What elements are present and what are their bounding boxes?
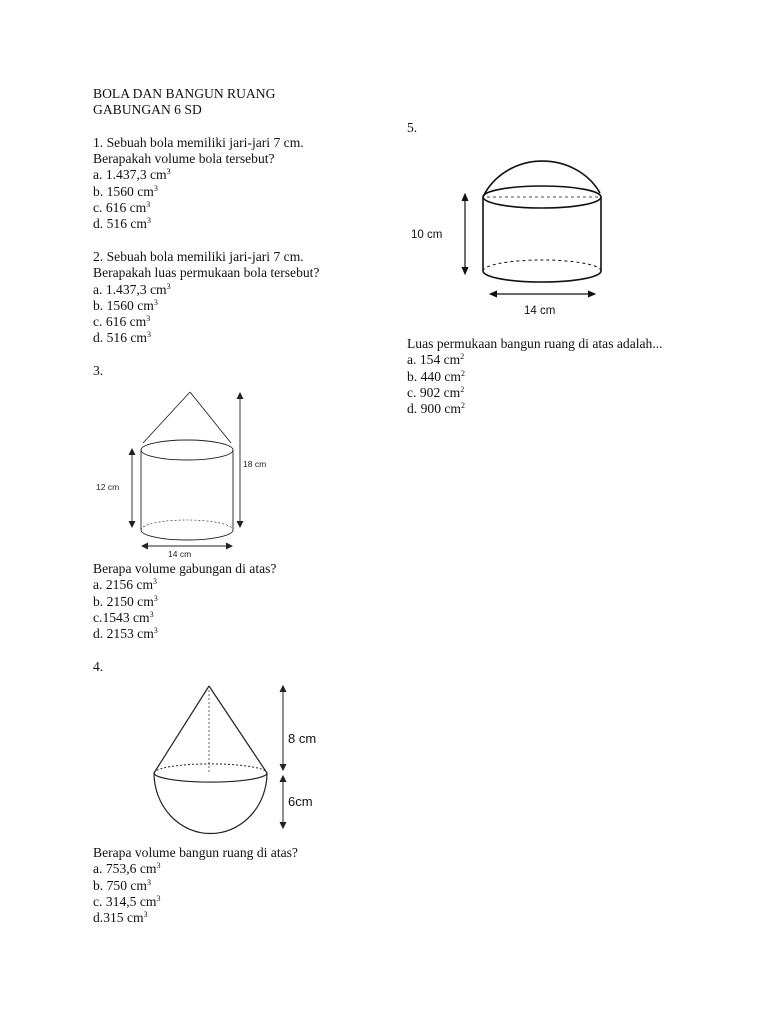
option-c: c.1543 $cm^3$ bbox=[93, 609, 154, 625]
option-d: d.315 $cm^3$ bbox=[93, 910, 148, 926]
question-5 bbox=[407, 336, 663, 417]
question-text: Berapakah luas permukaan bola tersebut? bbox=[93, 265, 320, 281]
option-d: d. 900 $cm^2$ bbox=[407, 401, 465, 417]
question-prompt: Berapa volume bangun ruang di atas? bbox=[93, 845, 298, 860]
option-d: d. 2153 $cm^3$ bbox=[93, 626, 158, 642]
question-prompt: Berapa volume gabungan di atas? bbox=[93, 561, 277, 576]
label-14cm: 14 cm bbox=[524, 305, 556, 317]
option-c: c. 616 $cm^3$ bbox=[93, 314, 151, 330]
question-text: Berapakah volume bola tersebut? bbox=[93, 151, 275, 167]
question-5-number: 5. bbox=[407, 120, 418, 135]
option-a: a. 1.437,3 $cm^3$ bbox=[93, 281, 171, 297]
question-text: Sebuah bola memiliki jari-jari 7 cm. bbox=[106, 248, 304, 264]
question-3 bbox=[93, 561, 276, 675]
question-1 bbox=[93, 135, 319, 233]
question-2 bbox=[93, 249, 319, 347]
label-8cm: 8 cm bbox=[288, 731, 317, 746]
option-b: b. 750 $cm^3$ bbox=[93, 877, 151, 893]
option-a: a. 2156 $cm^3$ bbox=[93, 577, 158, 593]
left-column bbox=[93, 86, 319, 379]
option-b: b. 2150 $cm^3$ bbox=[93, 593, 158, 609]
option-a: a. 753,6 $cm^3$ bbox=[93, 861, 161, 877]
question-text: Sebuah bola memiliki jari-jari 7 cm. bbox=[106, 134, 304, 150]
question-prompt: Luas permukaan bangun ruang di atas adalah... bbox=[407, 336, 663, 351]
option-c: c. 314,5 $cm^3$ bbox=[93, 893, 161, 909]
option-c: c. 902 $cm^2$ bbox=[407, 384, 465, 400]
option-a: a. 154 $cm^2$ bbox=[407, 352, 465, 368]
option-d: d. 516 $cm^3$ bbox=[93, 216, 152, 232]
question-4 bbox=[93, 845, 298, 926]
label-10cm: 10 cm bbox=[411, 229, 443, 241]
question-3-number: 3. bbox=[93, 363, 104, 379]
label-18cm: 18 cm bbox=[243, 459, 267, 469]
document-title-line-2: GABUNGAN 6 SD bbox=[93, 102, 202, 118]
option-a: a. 1.437,3 $cm^3$ bbox=[93, 167, 171, 183]
label-14cm: 14 cm bbox=[168, 549, 192, 559]
question-number: 2. bbox=[93, 248, 104, 264]
cylinder-cone-figure bbox=[90, 385, 290, 560]
document-title-line-1: BOLA DAN BANGUN RUANG bbox=[93, 86, 276, 101]
option-c: c. 616 $cm^3$ bbox=[93, 200, 151, 216]
question-number: 1. bbox=[93, 134, 104, 150]
question-4-number: 4. bbox=[93, 658, 104, 674]
cone-hemisphere-figure bbox=[95, 678, 330, 840]
option-b: b. 1560 $cm^3$ bbox=[93, 183, 158, 199]
label-12cm: 12 cm bbox=[96, 482, 120, 492]
option-b: b. 1560 $cm^3$ bbox=[93, 297, 158, 313]
option-d: d. 516 $cm^3$ bbox=[93, 330, 152, 346]
hemisphere-cylinder-figure bbox=[405, 135, 625, 320]
label-6cm: 6cm bbox=[288, 794, 313, 809]
option-b: b. 440 $cm^2$ bbox=[407, 368, 465, 384]
